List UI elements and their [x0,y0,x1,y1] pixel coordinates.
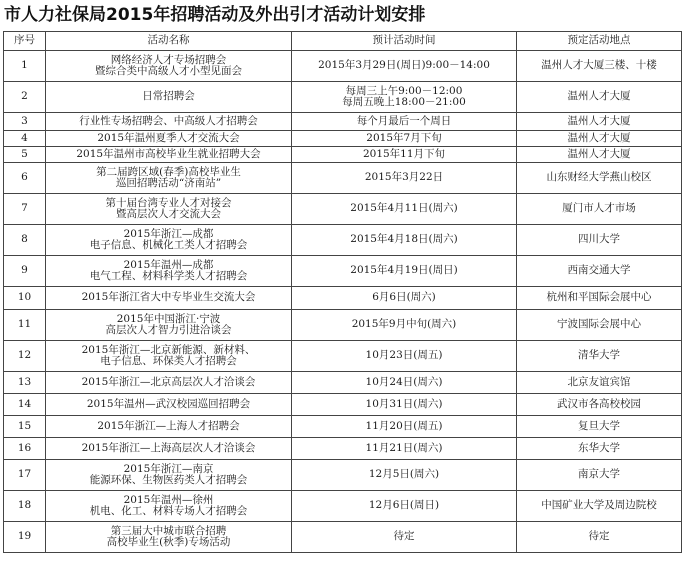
activity-name-line: 2015年中国浙江·宁波 [116,312,221,325]
activity-name-cell [46,163,292,194]
planned-time-cell [292,131,517,147]
planned-location-line: 武汉市各高校校园 [557,397,641,410]
table-row [4,131,682,147]
planned-location-line: 温州人才大厦三楼、十楼 [541,59,657,72]
row-number: 11 [4,310,46,341]
row-number: 17 [4,460,46,491]
activity-name-line: 2015年温州—徐州 [123,493,214,506]
planned-time-cell [292,287,517,310]
table-row [4,310,682,341]
planned-location-line: 西南交通大学 [567,264,631,277]
planned-time-line: 2015年9月中旬(周六) [351,318,457,331]
activity-name-line: 暨综合类中高级人才小型见面会 [95,65,242,77]
activity-name-line: 2015年温州市高校毕业生就业招聘大会 [76,147,261,160]
activity-name-cell [46,372,292,394]
activity-name-cell [46,256,292,287]
planned-location-line: 东华大学 [578,441,620,454]
table-row [4,225,682,256]
table-row [4,522,682,553]
table-row [4,163,682,194]
planned-time-cell [292,310,517,341]
planned-location-line: 温州人才大厦 [567,131,631,144]
planned-time-cell [292,416,517,438]
planned-location-line: 清华大学 [578,349,620,362]
table-row [4,416,682,438]
planned-location-line: 宁波国际会展中心 [557,318,641,331]
activity-name-cell [46,131,292,147]
planned-time-line: 2015年7月下旬 [366,131,442,144]
activity-name-cell [46,491,292,522]
row-number: 7 [4,194,46,225]
planned-location-line: 四川大学 [578,233,620,246]
table-body [4,51,682,553]
table-row [4,438,682,460]
row-number: 18 [4,491,46,522]
planned-time-cell [292,194,517,225]
activity-name-line: 高校毕业生(秋季)专场活动 [106,536,231,548]
table-row [4,51,682,82]
planned-time-cell [292,372,517,394]
planned-time-cell [292,147,517,163]
planned-location-cell [517,491,682,522]
planned-location-line: 复旦大学 [578,419,620,432]
activity-name-line: 暨高层次人才交流大会 [116,208,221,220]
planned-location-cell [517,163,682,194]
planned-location-line: 中国矿业大学及周边院校 [541,499,657,512]
planned-location-cell [517,256,682,287]
table-row [4,113,682,131]
activity-name-line: 网络经济人才专场招聘会 [110,53,227,66]
activity-name-cell [46,416,292,438]
planned-location-cell [517,341,682,372]
planned-location-line: 厦门市人才市场 [562,202,636,215]
row-number: 13 [4,372,46,394]
activity-name-cell [46,394,292,416]
planned-location-cell [517,82,682,113]
row-number: 1 [4,51,46,82]
activity-name-line: 行业性专场招聘会、中高级人才招聘会 [79,114,258,127]
planned-time-line: 10月23日(周五) [365,349,443,362]
activity-name-cell [46,82,292,113]
planned-time-cell [292,341,517,372]
activity-name-line: 2015年浙江—上海高层次人才洽谈会 [81,441,256,454]
activity-name-line: 2015年浙江—南京 [123,462,214,475]
activity-name-line: 2015年浙江—北京高层次人才洽谈会 [81,375,256,388]
table-row [4,460,682,491]
planned-time-line: 每个月最后一个周日 [356,114,452,127]
activity-name-line: 第二届跨区域(春季)高校毕业生 [96,165,241,178]
header-planned-time: 预计活动时间 [292,32,517,51]
planned-location-cell [517,372,682,394]
table-row [4,194,682,225]
row-number: 19 [4,522,46,553]
planned-location-line: 待定 [588,530,610,543]
activity-name-cell [46,438,292,460]
planned-location-cell [517,310,682,341]
activity-name-cell [46,287,292,310]
planned-location-cell [517,460,682,491]
planned-time-line: 待定 [393,530,415,543]
row-number: 3 [4,113,46,131]
activity-name-line: 2015年浙江—成都 [123,227,214,240]
activity-name-line: 2015年温州夏季人才交流大会 [97,131,240,144]
planned-location-cell [517,416,682,438]
planned-time-line: 10月24日(周六) [365,375,443,388]
header-no: 序号 [4,32,46,51]
activity-name-cell [46,194,292,225]
row-number: 16 [4,438,46,460]
table-row [4,491,682,522]
planned-time-cell [292,113,517,131]
activity-name-line: 巡回招聘活动“济南站” [115,177,222,189]
planned-time-cell [292,491,517,522]
planned-location-cell [517,51,682,82]
planned-location-line: 北京友谊宾馆 [567,375,631,388]
planned-location-cell [517,194,682,225]
planned-location-line: 杭州和平国际会展中心 [546,291,652,304]
row-number: 15 [4,416,46,438]
planned-location-line: 温州人才大厦 [567,114,631,127]
planned-location-line: 温州人才大厦 [567,90,631,103]
planned-time-line: 2015年4月19日(周日) [350,264,458,277]
activity-name-line: 第三届大中城市联合招聘 [110,524,227,537]
activity-name-cell [46,225,292,256]
planned-time-cell [292,256,517,287]
planned-time-line: 每周五晚上18:00－21:00 [342,96,466,108]
activity-name-cell [46,310,292,341]
planned-time-cell [292,394,517,416]
table-row [4,256,682,287]
row-number: 9 [4,256,46,287]
planned-time-cell [292,82,517,113]
planned-location-cell [517,225,682,256]
activity-name-line: 电气工程、材料科学类人才招聘会 [89,270,248,282]
activity-name-line: 机电、化工、材料专场人才招聘会 [89,505,248,517]
activity-name-cell [46,341,292,372]
row-number: 4 [4,131,46,147]
planned-time-line: 2015年11月下旬 [362,147,446,160]
activity-name-line: 2015年温州—成都 [123,258,214,271]
planned-location-cell [517,287,682,310]
table-row [4,394,682,416]
activity-name-line: 2015年浙江—上海人才招聘会 [97,419,240,432]
planned-time-line: 12月5日(周六) [368,468,440,481]
activity-name-cell [46,51,292,82]
planned-time-line: 每周三上午9:00－12:00 [345,84,463,97]
activity-name-line: 2015年浙江—北京新能源、新材料、 [81,343,256,356]
planned-time-line: 2015年4月18日(周六) [350,233,458,246]
activity-name-line: 第十届台湾专业人才对接会 [105,196,232,209]
activity-plan-table [3,31,682,553]
activity-name-line: 电子信息、机械化工类人才招聘会 [89,239,248,251]
planned-time-line: 10月31日(周六) [365,397,443,410]
planned-time-line: 11月21日(周六) [365,441,443,454]
activity-name-cell [46,522,292,553]
row-number: 12 [4,341,46,372]
table-row [4,147,682,163]
table-row [4,82,682,113]
planned-time-line: 12月6日(周日) [368,499,440,512]
planned-time-cell [292,522,517,553]
planned-location-cell [517,131,682,147]
table-row [4,287,682,310]
planned-time-line: 2015年3月29日(周日)9:00－14:00 [318,59,490,72]
activity-name-line: 日常招聘会 [142,90,195,103]
activity-name-cell [46,460,292,491]
document-title: 市人力社保局2015年招聘活动及外出引才活动计划安排 [4,5,426,25]
planned-time-line: 6月6日(周六) [372,291,436,304]
row-number: 5 [4,147,46,163]
row-number: 14 [4,394,46,416]
row-number: 6 [4,163,46,194]
header-planned-location: 预定活动地点 [517,32,682,51]
planned-time-cell [292,438,517,460]
planned-location-cell [517,147,682,163]
planned-time-cell [292,225,517,256]
row-number: 10 [4,287,46,310]
table-row [4,372,682,394]
planned-time-line: 11月20日(周五) [365,419,443,432]
row-number: 8 [4,225,46,256]
planned-location-cell [517,522,682,553]
planned-time-cell [292,460,517,491]
activity-name-cell [46,113,292,131]
table-header-row [4,32,682,51]
planned-time-cell [292,51,517,82]
table-row [4,341,682,372]
activity-name-line: 2015年浙江省大中专毕业生交流大会 [81,291,256,304]
planned-location-cell [517,438,682,460]
planned-time-line: 2015年4月11日(周六) [350,202,458,215]
planned-location-line: 南京大学 [578,468,620,481]
planned-time-line: 2015年3月22日 [364,171,444,184]
activity-name-cell [46,147,292,163]
row-number: 2 [4,82,46,113]
planned-location-cell [517,394,682,416]
activity-name-line: 高层次人才智力引进洽谈会 [105,324,232,336]
header-activity-name: 活动名称 [46,32,292,51]
activity-name-line: 能源环保、生物医药类人才招聘会 [89,474,248,486]
planned-location-line: 山东财经大学燕山校区 [546,171,652,184]
planned-location-cell [517,113,682,131]
activity-name-line: 2015年温州—武汉校园巡回招聘会 [86,397,251,410]
planned-time-cell [292,163,517,194]
activity-name-line: 电子信息、环保类人才招聘会 [100,355,237,367]
planned-location-line: 温州人才大厦 [567,147,631,160]
